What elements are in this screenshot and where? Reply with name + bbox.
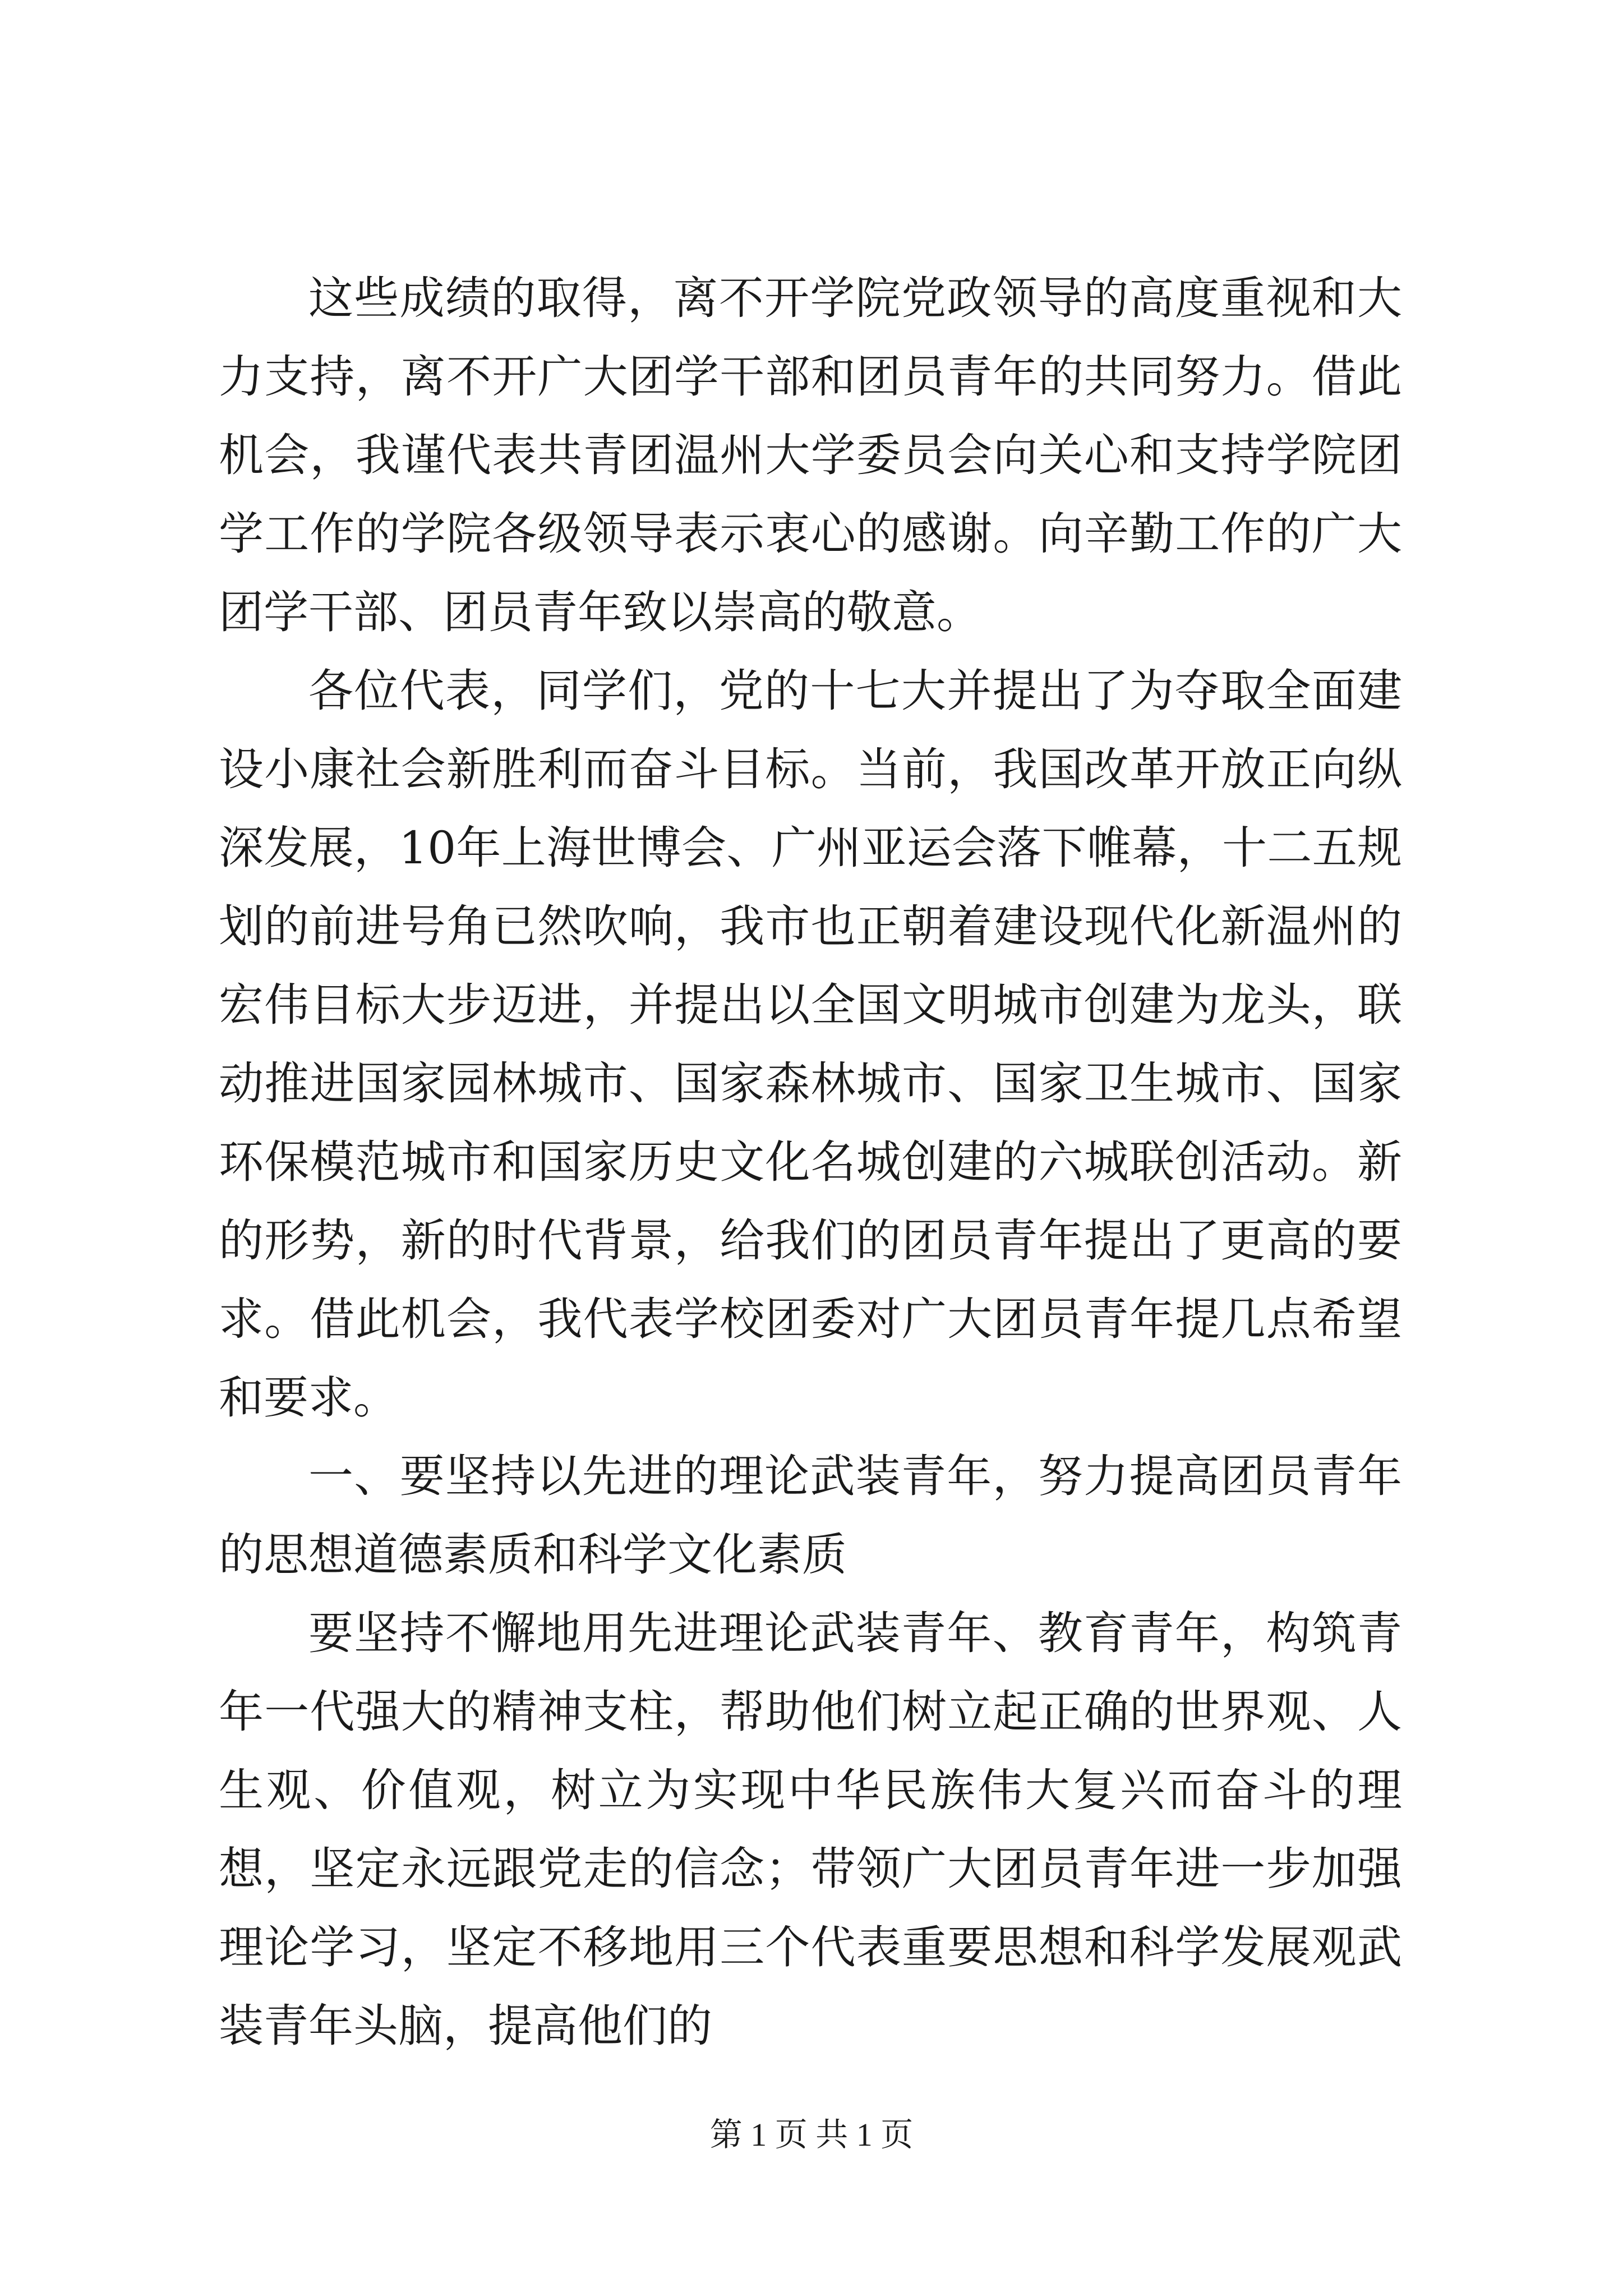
page-number-footer: 第 1 页 共 1 页 <box>709 2116 914 2153</box>
document-body <box>219 259 1402 2065</box>
paragraph-section-heading-1: 一、要坚持以先进的理论武装青年，努力提高团员青年的思想道德素质和科学文化素质 <box>219 1450 1402 1581</box>
paragraph-theory-arming-youth: 要坚持不懈地用先进理论武装青年、教育青年，构筑青年一代强大的精神支柱，帮助他们树立起正确的世界观、人生观、价值观，树立为实现中华民族伟大复兴而奋斗的理想，坚定永远跟党走的信念；带领广大团员青年进一步加强理论学习，坚定不移地用三个代表重要思想和科学发展观武装青年头脑，提高他们的 <box>219 1607 1402 2052</box>
paragraph-situation-requirements: 各位代表，同学们，党的十七大并提出了为夺取全面建设小康社会新胜利而奋斗目标。当前，我国改革开放正向纵深发展，10年上海世博会、广州亚运会落下帷幕，十二五规划的前进号角已然吹响，我市也正朝着建设现代化新温州的宏伟目标大步迈进，并提出以全国文明城市创建为龙头，联动推进国家园林城市、国家森林城市、国家卫生城市、国家环保模范城市和国家历史文化名城创建的六城联创活动。新的形势，新的时代背景，给我们的团员青年提出了更高的要求。借此机会，我代表学校团委对广大团员青年提几点希望和要求。 <box>219 665 1402 1424</box>
paragraph-achievements-thanks: 这些成绩的取得，离不开学院党政领导的高度重视和大力支持，离不开广大团学干部和团员青年的共同努力。借此机会，我谨代表共青团温州大学委员会向关心和支持学院团学工作的学院各级领导表示衷心的感谢。向辛勤工作的广大团学干部、团员青年致以崇高的敬意。 <box>219 272 1402 638</box>
